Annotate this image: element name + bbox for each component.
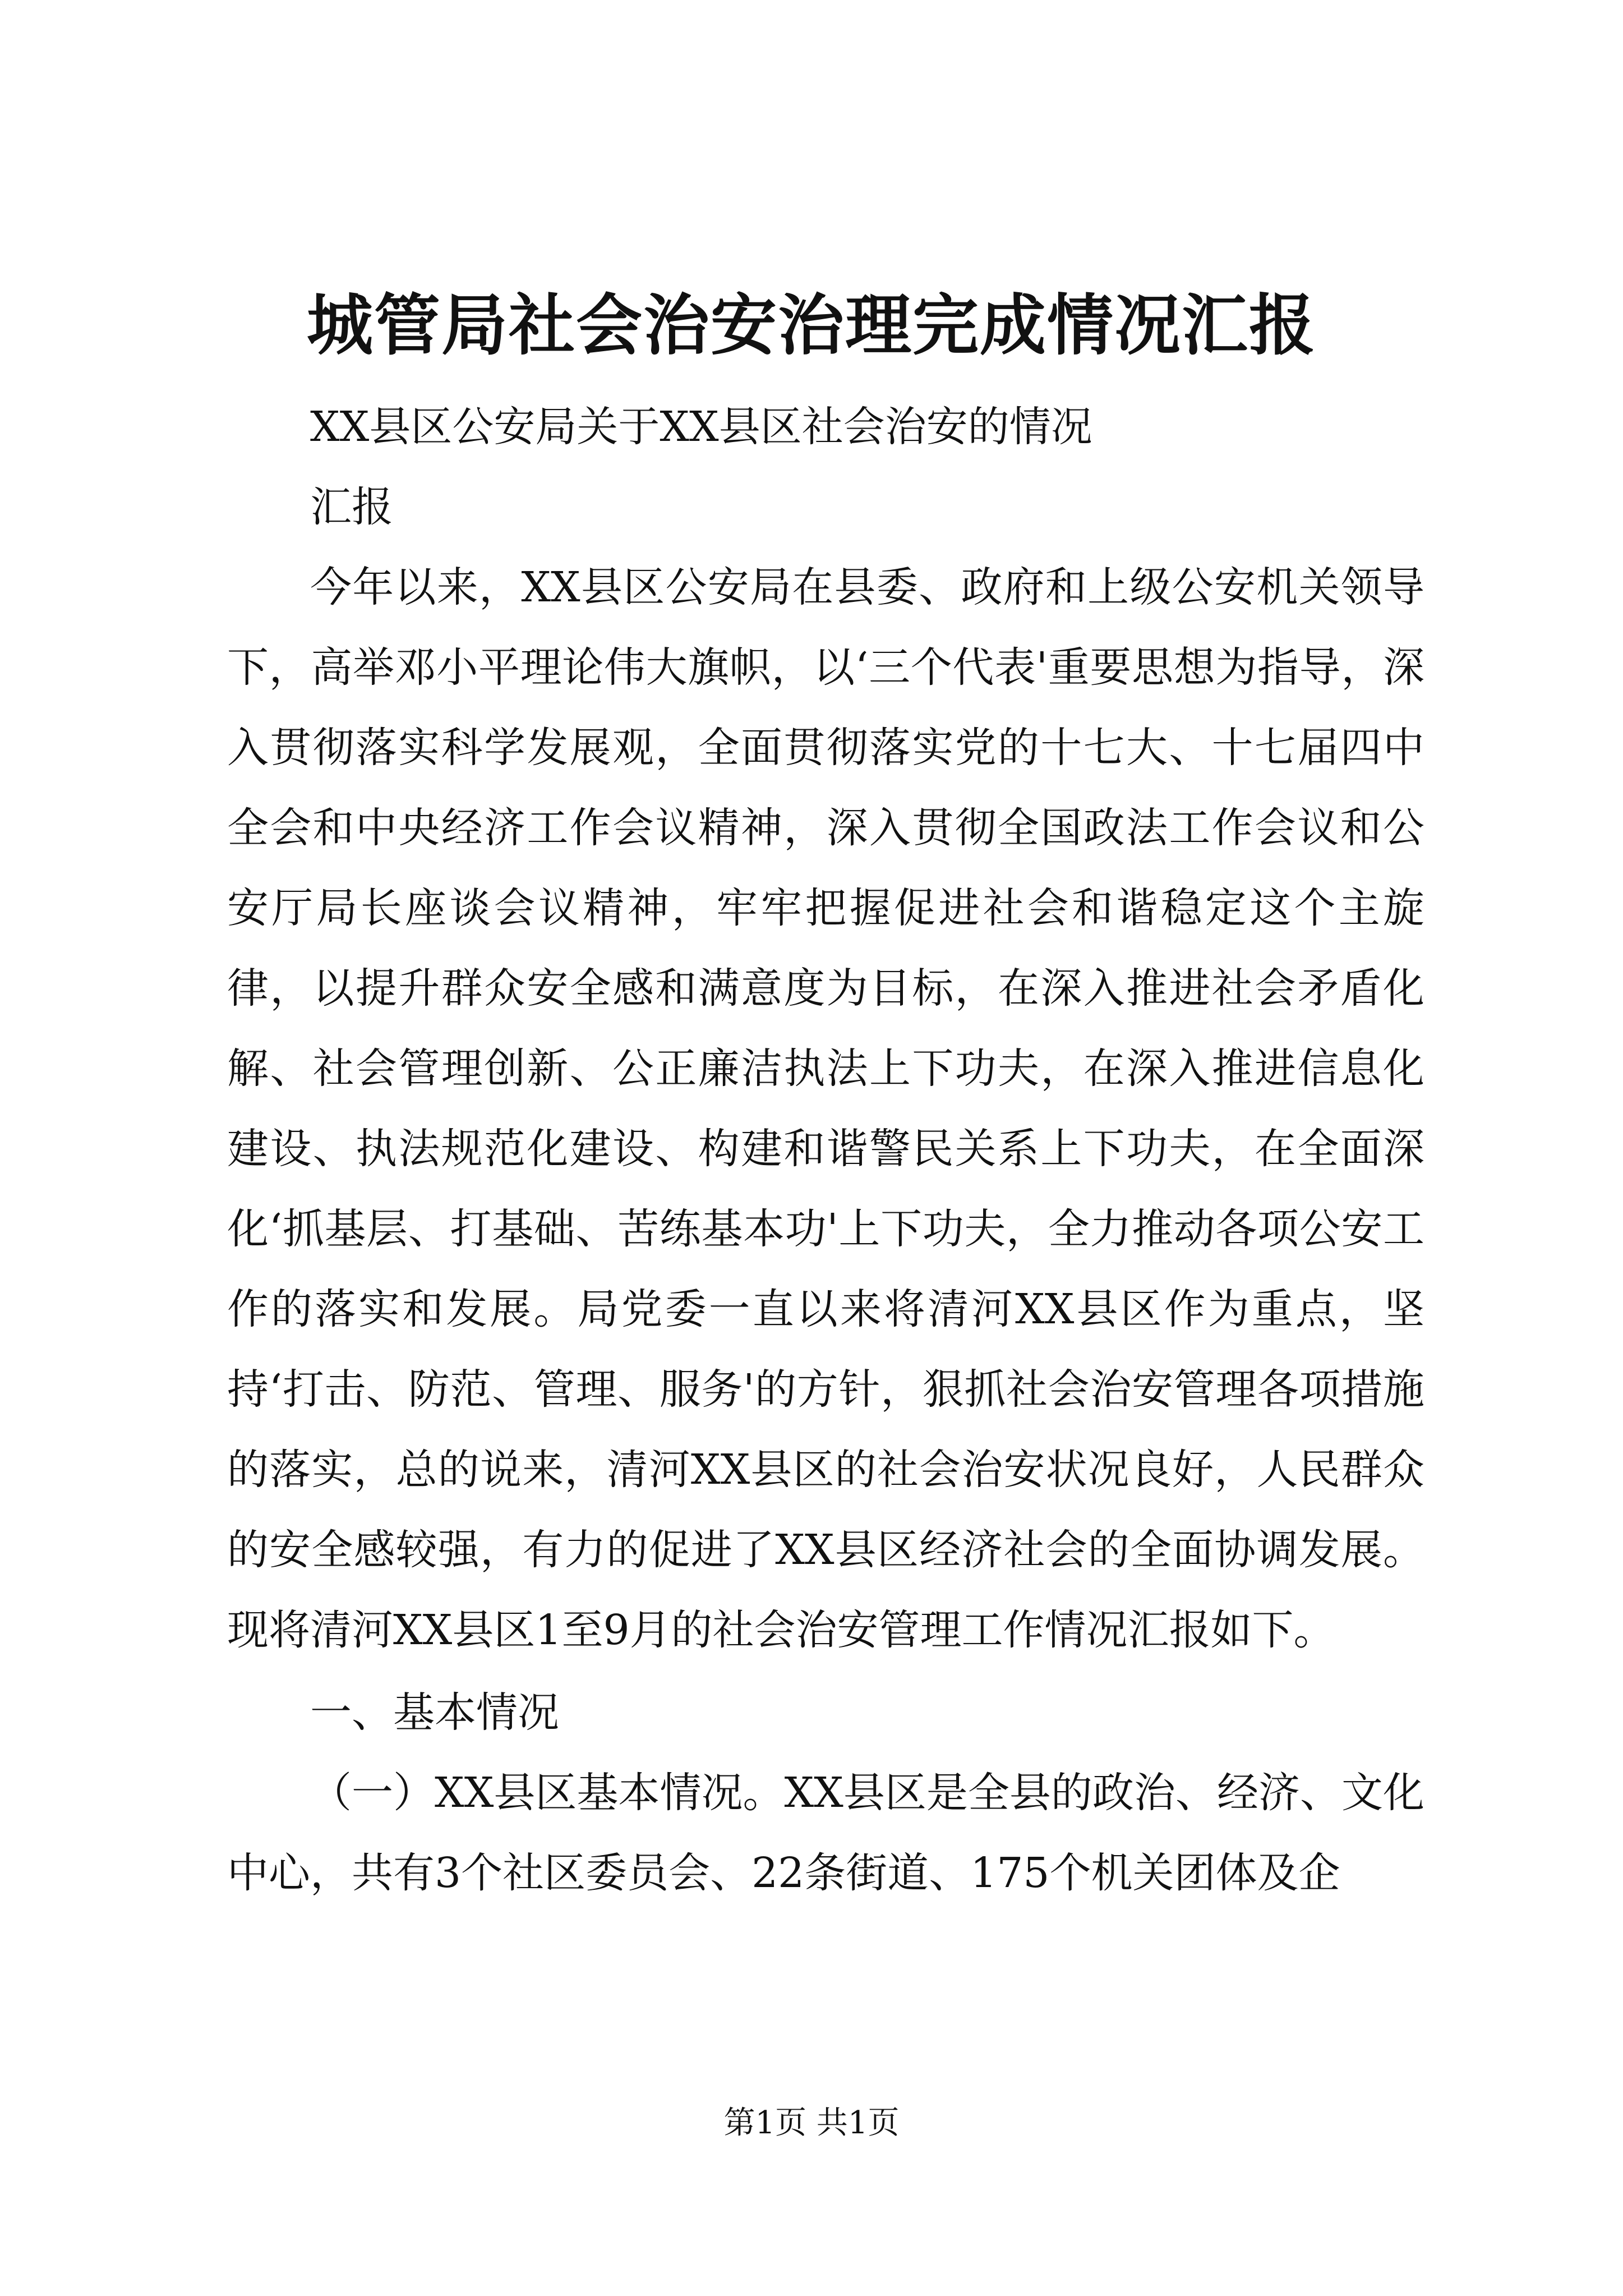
subtitle-line-2: 汇报 [310,483,393,531]
page-footer: 第1页 共1页 [723,2105,900,2141]
intro-paragraph: 今年以来，XX县区公安局在县委、政府和上级公安机关领导下，高举邓小平理论伟大旗帜，以‘三个代表'重要思想为指导，深入贯彻落实科学发展观，全面贯彻落实党的十七大、十七届四中全会和中央经济工作会议精神，深入贯彻全国政法工作会议和公安厅局长座谈会议精神，牢牢把握促进社会和谐稳定这个主旋律，以提升群众安全感和满意度为目标，在深入推进社会矛盾化解、社会管理创新、公正廉洁执法上下功夫，在深入推进信息化建设、执法规范化建设、构建和谐警民关系上下功夫，在全面深化‘抓基层、打基础、苦练基本功'上下功夫，全力推动各项公安工作的落实和发展。局党委一直以来将清河XX县区作为重点，坚持‘打击、防范、管理、服务'的方针，狠抓社会治安管理各项措施的落实，总的说来，清河XX县区的社会治安状况良好，人民群众的安全感较强，有力的促进了XX县区经济社会的全面协调发展。现将清河XX县区1至9月的社会治安管理工作情况汇报如下。 [227,563,1424,1654]
subtitle-line-1: XX县区公安局关于XX县区社会治安的情况 [310,403,1092,451]
section-paragraph: （一）XX县区基本情况。XX县区是全县的政治、经济、文化中心，共有3个社区委员会、22条街道、175个机关团体及企 [227,1769,1424,1897]
section-heading: 一、基本情况 [310,1688,559,1737]
document-title: 城管局社会治安治理完成情况汇报 [306,286,1316,364]
document-body [227,387,1424,1913]
